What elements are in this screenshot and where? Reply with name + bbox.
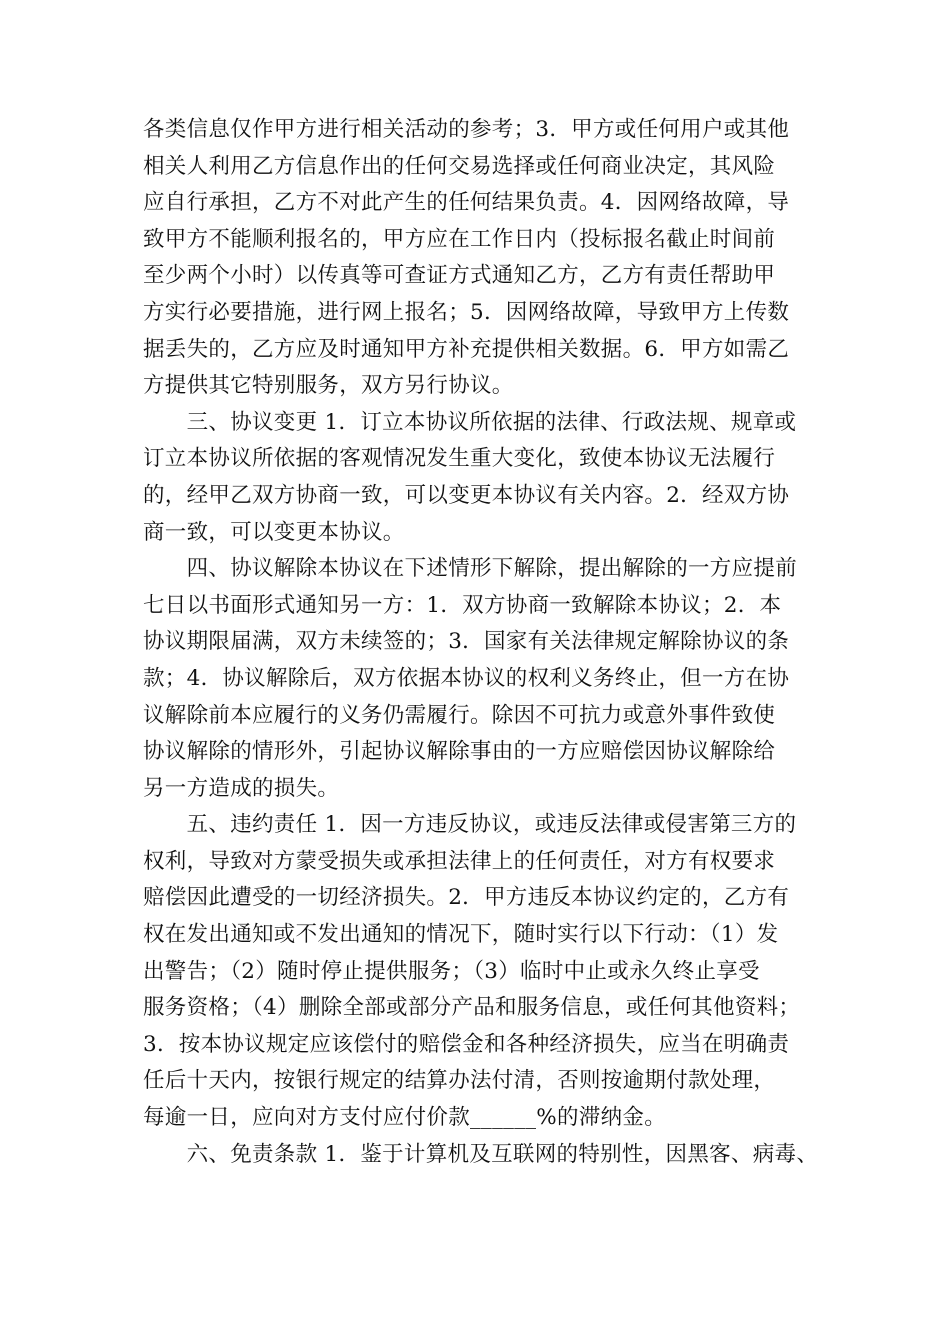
text-line: 议解除前本应履行的义务仍需履行。除因不可抗力或意外事件致使 <box>143 702 776 728</box>
text-line: 商一致，可以变更本协议。 <box>143 519 405 545</box>
text-line: 任后十天内，按银行规定的结算办法付清，否则按逾期付款处理， <box>143 1068 776 1094</box>
text-line: 协议解除的情形外，引起协议解除事由的一方应赔偿因协议解除给 <box>143 739 776 765</box>
section-heading-line: 六、免责条款 1．鉴于计算机及互联网的特别性，因黑客、病毒、 <box>143 1141 819 1167</box>
text-line: 权利，导致对方蒙受损失或承担法律上的任何责任，对方有权要求 <box>143 848 776 874</box>
text-line: 款；4．协议解除后，双方依据本协议的权利义务终止，但一方在协 <box>143 665 790 691</box>
text-line: 相关人利用乙方信息作出的任何交易选择或任何商业决定，其风险 <box>143 153 776 179</box>
text-line: 赔偿因此遭受的一切经济损失。2．甲方违反本协议约定的，乙方有 <box>143 885 790 911</box>
section-heading-line: 五、违约责任 1．因一方违反协议，或违反法律或侵害第三方的 <box>143 812 797 838</box>
text-line: 服务资格；（4）删除全部或部分产品和服务信息，或任何其他资料； <box>143 995 801 1021</box>
text-line: 七日以书面形式通知另一方：1．双方协商一致解除本协议；2．本 <box>143 592 782 618</box>
text-line: 致甲方不能顺利报名的，甲方应在工作日内（投标报名截止时间前 <box>143 226 776 252</box>
text-line: 各类信息仅作甲方进行相关活动的参考；3．甲方或任何用户或其他 <box>143 117 790 142</box>
text-line: 3．按本协议规定应该偿付的赔偿金和各种经济损失，应当在明确责 <box>143 1031 790 1057</box>
text-line: 协议期限届满，双方未续签的；3．国家有关法律规定解除协议的条 <box>143 629 790 655</box>
text-line: 出警告；（2）随时停止提供服务；（3）临时中止或永久终止享受 <box>143 958 760 984</box>
text-line: 权在发出通知或不发出通知的情况下，随时实行以下行动：（1）发 <box>143 922 779 948</box>
text-line: 据丢失的，乙方应及时通知甲方补充提供相关数据。6．甲方如需乙 <box>143 336 790 362</box>
text-line: 至少两个小时）以传真等可查证方式通知乙方，乙方有责任帮助甲 <box>143 263 776 289</box>
text-line: 订立本协议所依据的客观情况发生重大变化，致使本协议无法履行 <box>143 446 776 472</box>
text-line: 方实行必要措施，进行网上报名；5．因网络故障，导致甲方上传数 <box>143 299 790 325</box>
document-body <box>143 112 819 1173</box>
section-heading-line: 四、协议解除本协议在下述情形下解除，提出解除的一方应提前 <box>143 556 798 582</box>
text-line: 另一方造成的损失。 <box>143 775 340 801</box>
text-line: 应自行承担，乙方不对此产生的任何结果负责。4．因网络故障，导 <box>143 190 790 216</box>
text-line: 方提供其它特别服务，双方另行协议。 <box>143 373 514 399</box>
section-heading-line: 三、协议变更 1．订立本协议所依据的法律、行政法规、规章或 <box>143 409 797 435</box>
text-line: 的，经甲乙双方协商一致，可以变更本协议有关内容。2．经双方协 <box>143 482 790 508</box>
text-line: 每逾一日，应向对方支付应付价款______%的滞纳金。 <box>143 1105 667 1131</box>
